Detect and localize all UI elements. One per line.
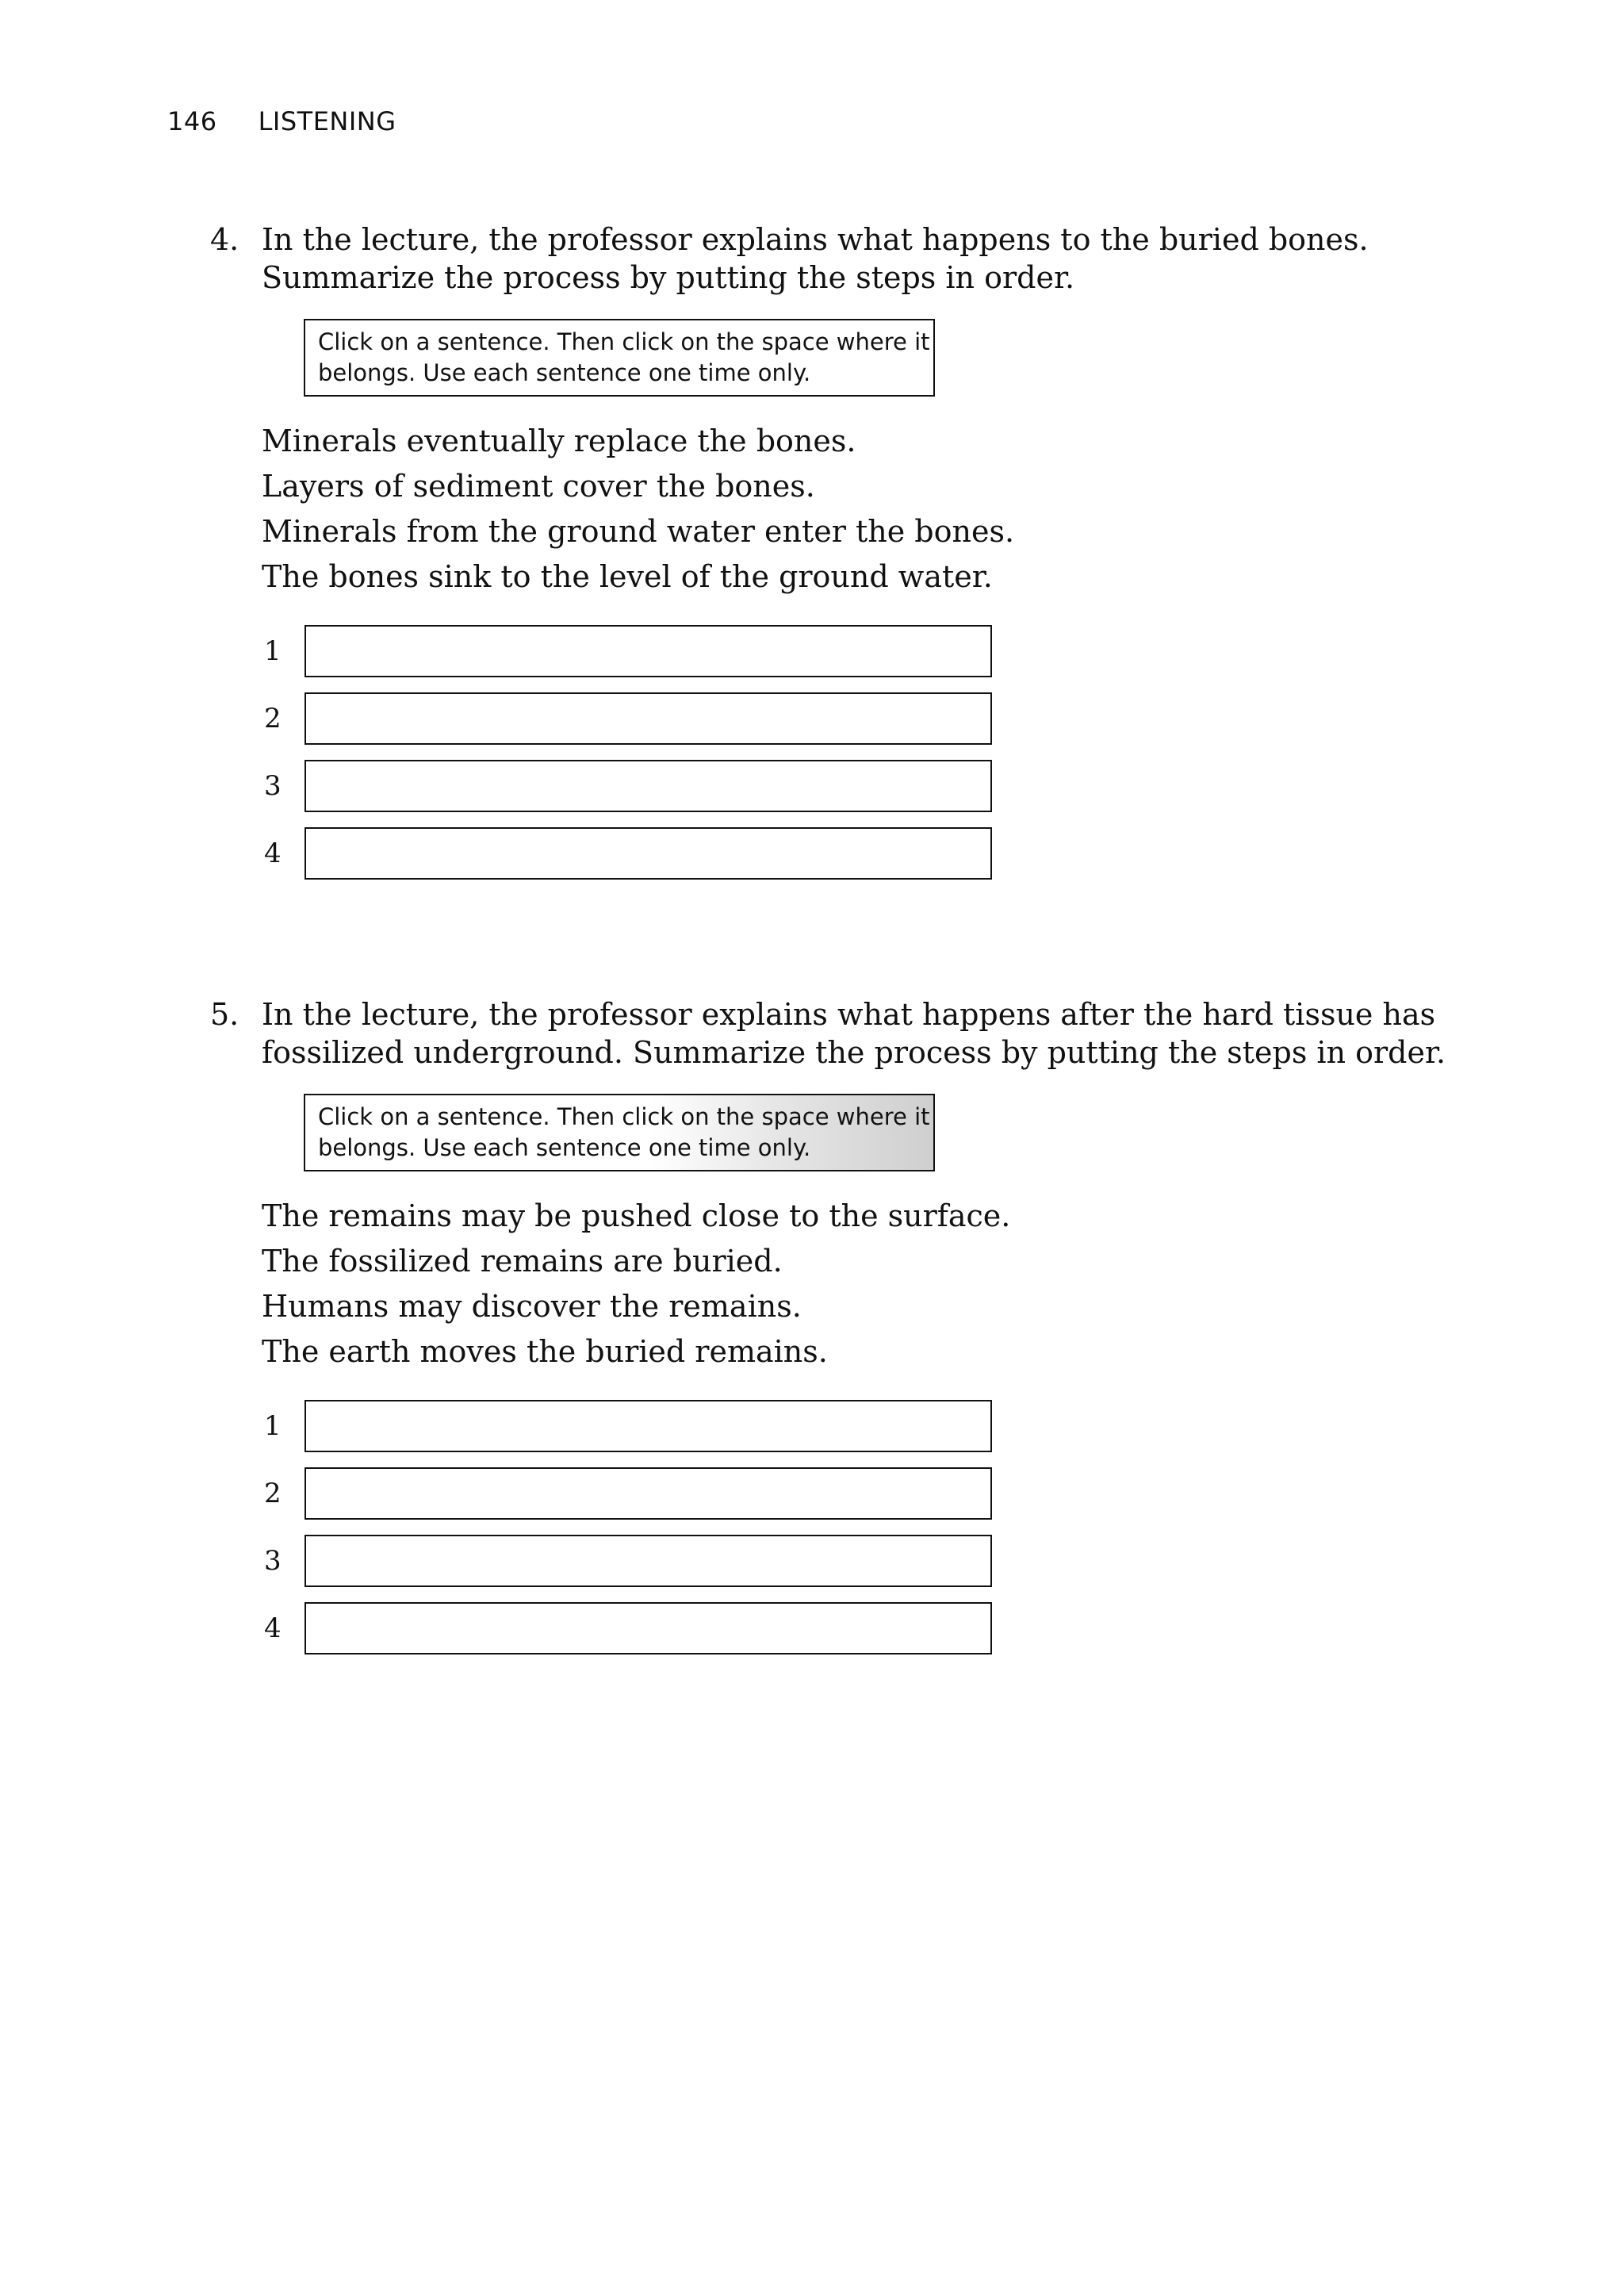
answer-slot-1[interactable] bbox=[304, 1400, 992, 1452]
slot-number: 1 bbox=[264, 1409, 282, 1442]
slot-number: 3 bbox=[264, 769, 282, 802]
answer-slot-3[interactable] bbox=[304, 760, 992, 812]
question-5 bbox=[210, 995, 1495, 1662]
slot-row bbox=[258, 752, 1495, 819]
answer-slot-4[interactable] bbox=[304, 827, 992, 880]
slot-number: 4 bbox=[264, 837, 282, 869]
answer-slots bbox=[258, 617, 1495, 887]
slot-row bbox=[258, 819, 1495, 887]
slot-number: 4 bbox=[264, 1612, 282, 1644]
slot-number: 1 bbox=[264, 635, 282, 667]
question-prompt: In the lecture, the professor explains what happens to the buried bones. Summarize the process by putting the steps in order. bbox=[262, 222, 1369, 295]
slot-row bbox=[258, 1527, 1495, 1594]
question-number: 4. bbox=[210, 222, 239, 257]
section-title: LISTENING bbox=[258, 106, 396, 136]
sentence-option[interactable]: The earth moves the buried remains. bbox=[262, 1334, 828, 1369]
sentence-option[interactable]: Layers of sediment cover the bones. bbox=[262, 469, 815, 504]
page-number: 146 bbox=[167, 106, 217, 136]
answer-slot-2[interactable] bbox=[304, 692, 992, 745]
page-header bbox=[167, 106, 396, 136]
sentence-option[interactable]: Minerals eventually replace the bones. bbox=[262, 424, 856, 458]
instruction-box: Click on a sentence. Then click on the space where it belongs. Use each sentence one time only. bbox=[304, 319, 935, 397]
slot-row bbox=[258, 1594, 1495, 1662]
sentence-option[interactable]: The remains may be pushed close to the surface. bbox=[262, 1198, 1011, 1233]
slot-row bbox=[258, 1392, 1495, 1459]
answer-slot-4[interactable] bbox=[304, 1602, 992, 1654]
answer-slot-2[interactable] bbox=[304, 1467, 992, 1520]
sentence-list bbox=[262, 419, 1495, 600]
sentence-list bbox=[262, 1194, 1495, 1375]
slot-number: 3 bbox=[264, 1544, 282, 1577]
sentence-option[interactable]: The fossilized remains are buried. bbox=[262, 1244, 783, 1279]
slot-number: 2 bbox=[264, 1477, 282, 1509]
answer-slot-3[interactable] bbox=[304, 1535, 992, 1587]
slot-number: 2 bbox=[264, 702, 282, 734]
question-number: 5. bbox=[210, 997, 239, 1032]
answer-slot-1[interactable] bbox=[304, 625, 992, 677]
question-prompt: In the lecture, the professor explains what happens after the hard tissue has fossilized underground. Summarize the process by putting the steps in order. bbox=[262, 997, 1446, 1070]
slot-row bbox=[258, 684, 1495, 752]
sentence-option[interactable]: Humans may discover the remains. bbox=[262, 1289, 802, 1324]
answer-slots bbox=[258, 1392, 1495, 1662]
slot-row bbox=[258, 617, 1495, 684]
instruction-box: Click on a sentence. Then click on the space where it belongs. Use each sentence one time only. bbox=[304, 1094, 935, 1171]
slot-row bbox=[258, 1459, 1495, 1527]
sentence-option[interactable]: The bones sink to the level of the ground water. bbox=[262, 559, 993, 594]
sentence-option[interactable]: Minerals from the ground water enter the bones. bbox=[262, 514, 1015, 549]
question-4 bbox=[210, 220, 1495, 887]
